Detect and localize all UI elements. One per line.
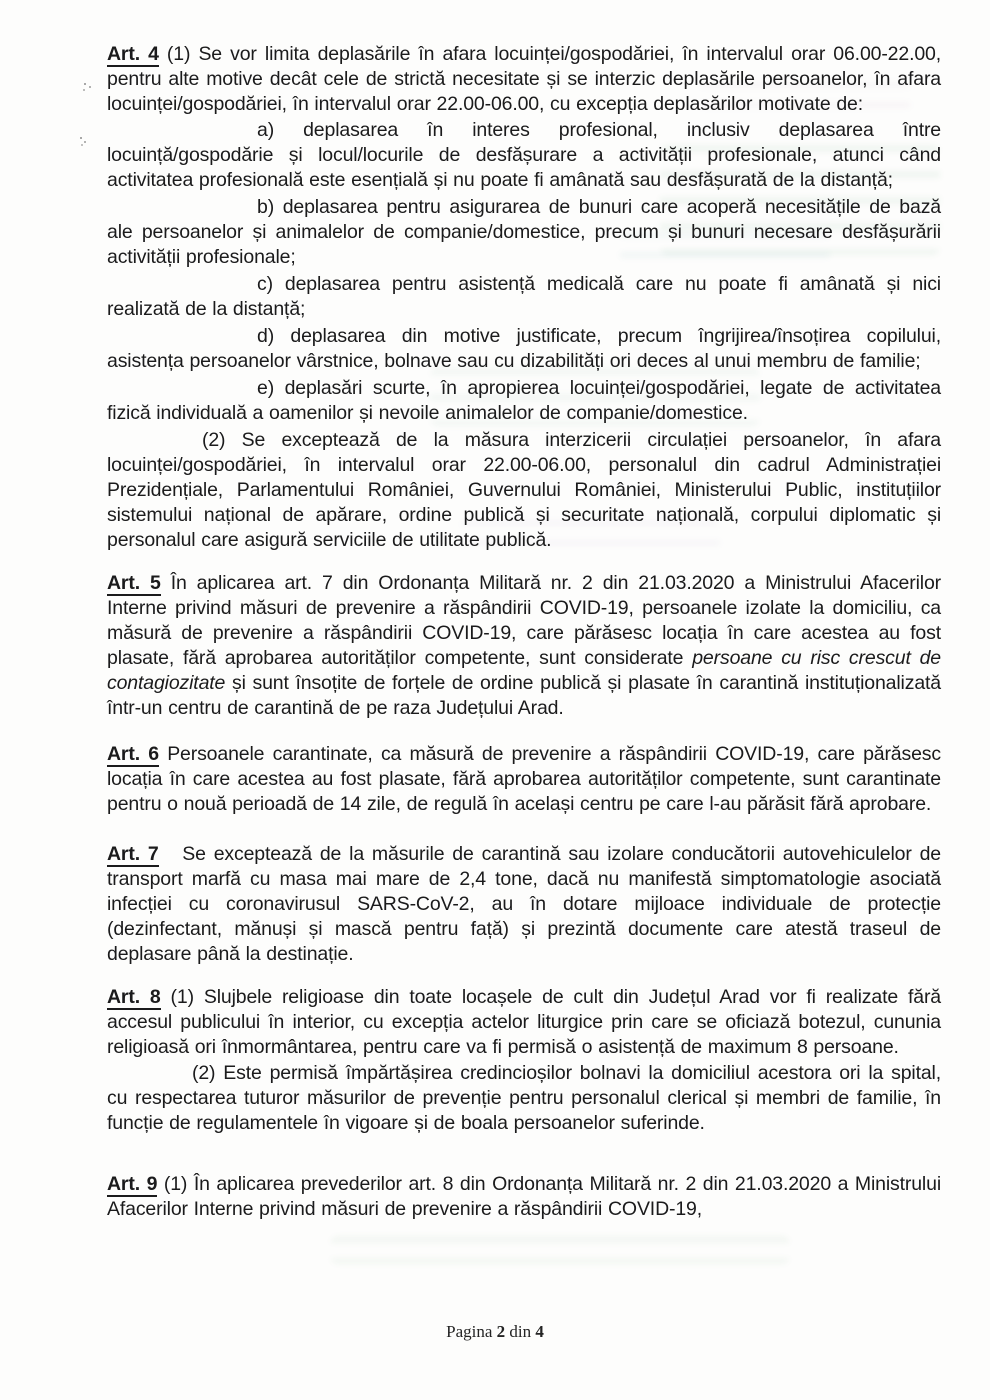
page-number [0, 1322, 990, 1342]
article-5-heading: Art. 5 [107, 572, 161, 594]
article-7-heading: Art. 7 [107, 843, 159, 865]
page-number-current: 2 [496, 1322, 506, 1341]
article-8-paragraph-1-text: (1) Slujbele religioase din toate locașele de cult din Județul Arad vor fi realizate fără accesul publicului în interior, cu excepția actelor liturgice prin care se oficiază botezul, cununia religioasă ori înmormântarea, pentru care va fi permisă o asistență de maximum 8 persoane. [107, 986, 941, 1058]
article-6-paragraph [107, 742, 941, 817]
article-8-paragraph-1 [107, 985, 941, 1060]
article-4-intro-text: (1) Se vor limita deplasările în afara locuinței/gospodăriei, în intervalul orar 06.00-22.00, pentru alte motive decât cele de strictă necesitate și se interzic deplasările persoanelor, în afara locuinței/gospodăriei, în intervalul orar 22.00-06.00, cu excepția deplasărilor motivate de: [107, 43, 941, 115]
article-5-text-before-emphasis: În aplicarea art. 7 din Ordonanța Militară nr. 2 din 21.03.2020 a Ministrului Afacerilor Interne privind măsuri de prevenire a răspândirii COVID-19, persoanele izolate la domiciliu, ca măsură de prevenire a răspândirii COVID-19, care părăsesc locația în care acestea au fost plasate, fără aprobarea autorităților competente, sunt considerate [107, 572, 941, 669]
article-5-paragraph [107, 571, 941, 721]
scan-speck [84, 83, 86, 85]
article-4-heading: Art. 4 [107, 43, 159, 65]
page-number-label: Pagina [446, 1322, 493, 1341]
article-6-heading: Art. 6 [107, 743, 159, 765]
article-4-item-a: a) deplasarea în interes profesional, inclusiv deplasarea între locuință/gospodărie și locul/locurile de desfășurare a activității profesionale, atunci când activitatea profesională este esențială și nu poate fi amânată sau desfășurată de la distanță; [107, 119, 941, 191]
article-4-item-e: e) deplasări scurte, în apropierea locuinței/gospodăriei, legate de activitatea fizică individuală a oamenilor și nevoile animalelor de companie/domestice. [107, 377, 941, 424]
article-6-text: Persoanele carantinate, ca măsură de prevenire a răspândirii COVID-19, care părăsesc locația în care acestea au fost plasate, fără aprobarea autorităților competente, sunt carantinate pentru o nouă perioadă de 14 zile, de regulă în același centru pe care l-au părăsit fără aprobare. [107, 743, 941, 815]
article-7-text: Se exceptează de la măsurile de carantină sau izolare conducătorii autovehiculelor de transport marfă cu masa mai mare de 2,4 tone, dacă nu manifestă simptomatologie asociată infecției cu coronavirusul SARS-CoV-2, au în dotare mijloace individuale de protecție (dezinfectant, mănuși și mască pentru față) și prezintă documente care atestă traseul de deplasare până la destinație. [107, 843, 941, 965]
document-body [107, 42, 941, 1223]
page-number-total: 4 [535, 1322, 544, 1341]
page-number-separator: din [509, 1322, 532, 1341]
article-4-paragraph-2: (2) Se exceptează de la măsura interzicerii circulației persoanelor, în afara locuinței/gospodăriei, în intervalul orar 22.00-06.00, personalul din cadrul Administrației Prezidențiale, Parlamentului României, Guvernului României, Ministerului Public, instituțiilor sistemului național de apărare, ordine publică și securitate națională, corpului diplomatic și personalul care asigură serviciile de utilitate publică. [107, 429, 941, 551]
article-9-paragraph [107, 1172, 941, 1222]
article-8-paragraph-2: (2) Este permisă împărtășirea credincioșilor bolnavi la domiciliul acestora ori la spital, cu respectarea tuturor măsurilor de prevenție pentru personalul clerical și membri de familie, în funcție de regulamentele în vigoare și de boala persoanelor suferinde. [107, 1062, 941, 1134]
article-7-paragraph [107, 842, 941, 967]
article-4-item-d: d) deplasarea din motive justificate, precum îngrijirea/însoțirea copilului, asistența persoanelor vârstnice, bolnave sau cu dizabilități ori deces al unui membru de familie; [107, 325, 941, 372]
article-4-item-c: c) deplasarea pentru asistență medicală care nu poate fi amânată și nici realizată de la distanță; [107, 273, 941, 320]
article-4-paragraph-1 [107, 42, 941, 117]
scan-bleedthrough [330, 1236, 790, 1264]
article-5-emphasized-phrase: persoane cu risc crescut de contagiozitate [107, 647, 941, 694]
article-5-text-after-emphasis: și sunt însoțite de forțele de ordine publică și plasate în carantină instituționalizată într-un centru de carantină de pe raza Județului Arad. [107, 672, 941, 719]
scan-speck [80, 137, 82, 139]
article-4-item-b: b) deplasarea pentru asigurarea de bunuri care acoperă necesitățile de bază ale persoanelor și animalelor de companie/domestice, precum și bunuri necesare desfășurării activității profesionale; [107, 196, 941, 268]
article-9-heading: Art. 9 [107, 1173, 158, 1195]
article-8-heading: Art. 8 [107, 986, 161, 1008]
article-9-text: (1) În aplicarea prevederilor art. 8 din Ordonanța Militară nr. 2 din 21.03.2020 a Ministrului Afacerilor Interne privind măsuri de prevenire a răspândirii COVID-19, [107, 1173, 941, 1220]
